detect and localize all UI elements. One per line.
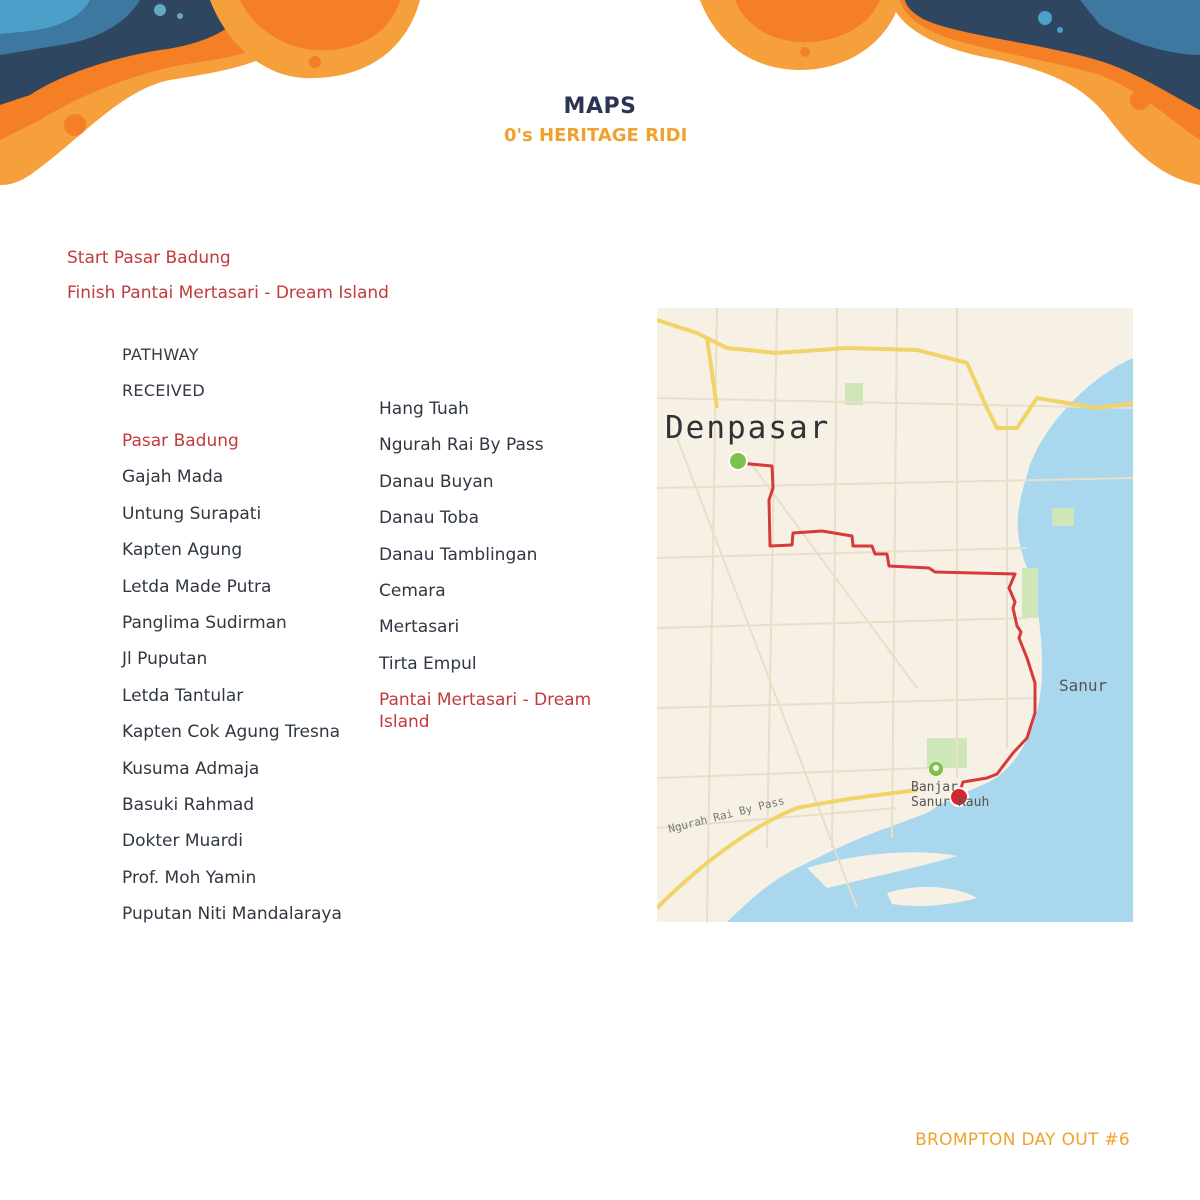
route-start: Start Pasar Badung	[67, 248, 231, 268]
footer-text: BROMPTON DAY OUT #6	[915, 1130, 1130, 1150]
street-item: Dokter Muardi	[122, 831, 243, 852]
page-title: MAPS	[563, 94, 637, 119]
street-item: Danau Toba	[379, 508, 479, 529]
street-item: Jl Puputan	[122, 649, 208, 670]
street-item: Ngurah Rai By Pass	[379, 435, 544, 456]
map-graphic	[657, 308, 1133, 922]
pathway-label: PATHWAY	[122, 345, 199, 364]
route-map	[657, 308, 1133, 922]
street-item: Letda Made Putra	[122, 576, 272, 597]
street-item: Basuki Rahmad	[122, 794, 255, 815]
street-item: Puputan Niti Mandalaraya	[122, 904, 342, 925]
map-label-banjar-line2: Sanur Kauh	[911, 795, 990, 810]
street-item: Panglima Sudirman	[122, 612, 287, 633]
street-item: Pasar Badung	[122, 431, 239, 451]
street-item: Kapten Cok Agung Tresna	[122, 722, 341, 743]
map-label-banjar-line1: Banjar	[911, 780, 958, 795]
route-line	[739, 463, 1035, 794]
street-list-column-2	[379, 398, 619, 733]
street-item: Untung Surapati	[122, 503, 262, 524]
map-label-denpasar: Denpasar	[665, 410, 831, 446]
street-item: Mertasari	[379, 617, 460, 638]
street-item: Cemara	[379, 580, 446, 601]
received-label: RECEIVED	[122, 381, 206, 400]
street-item: Prof. Moh Yamin	[122, 867, 257, 888]
map-label-banjar	[911, 780, 989, 810]
street-item: Danau Buyan	[379, 471, 494, 492]
route-finish: Finish Pantai Mertasari - Dream Island	[67, 283, 389, 303]
street-list-column-1	[122, 430, 342, 939]
start-marker	[729, 452, 747, 470]
street-item: Gajah Mada	[122, 467, 224, 488]
street-item: Kusuma Admaja	[122, 758, 260, 779]
street-item: Tirta Empul	[379, 653, 477, 674]
street-item: Hang Tuah	[379, 399, 469, 419]
park-pin-icon	[929, 762, 943, 776]
street-item: Letda Tantular	[122, 685, 244, 706]
street-item: Pantai Mertasari - Dream Island	[379, 690, 592, 733]
page-subtitle: 0's HERITAGE RIDI	[504, 125, 688, 146]
street-item: Danau Tamblingan	[379, 544, 538, 565]
map-label-sanur: Sanur	[1059, 676, 1108, 695]
street-item: Kapten Agung	[122, 540, 243, 561]
map-label-bypass: Ngurah Rai By Pass	[667, 794, 786, 836]
